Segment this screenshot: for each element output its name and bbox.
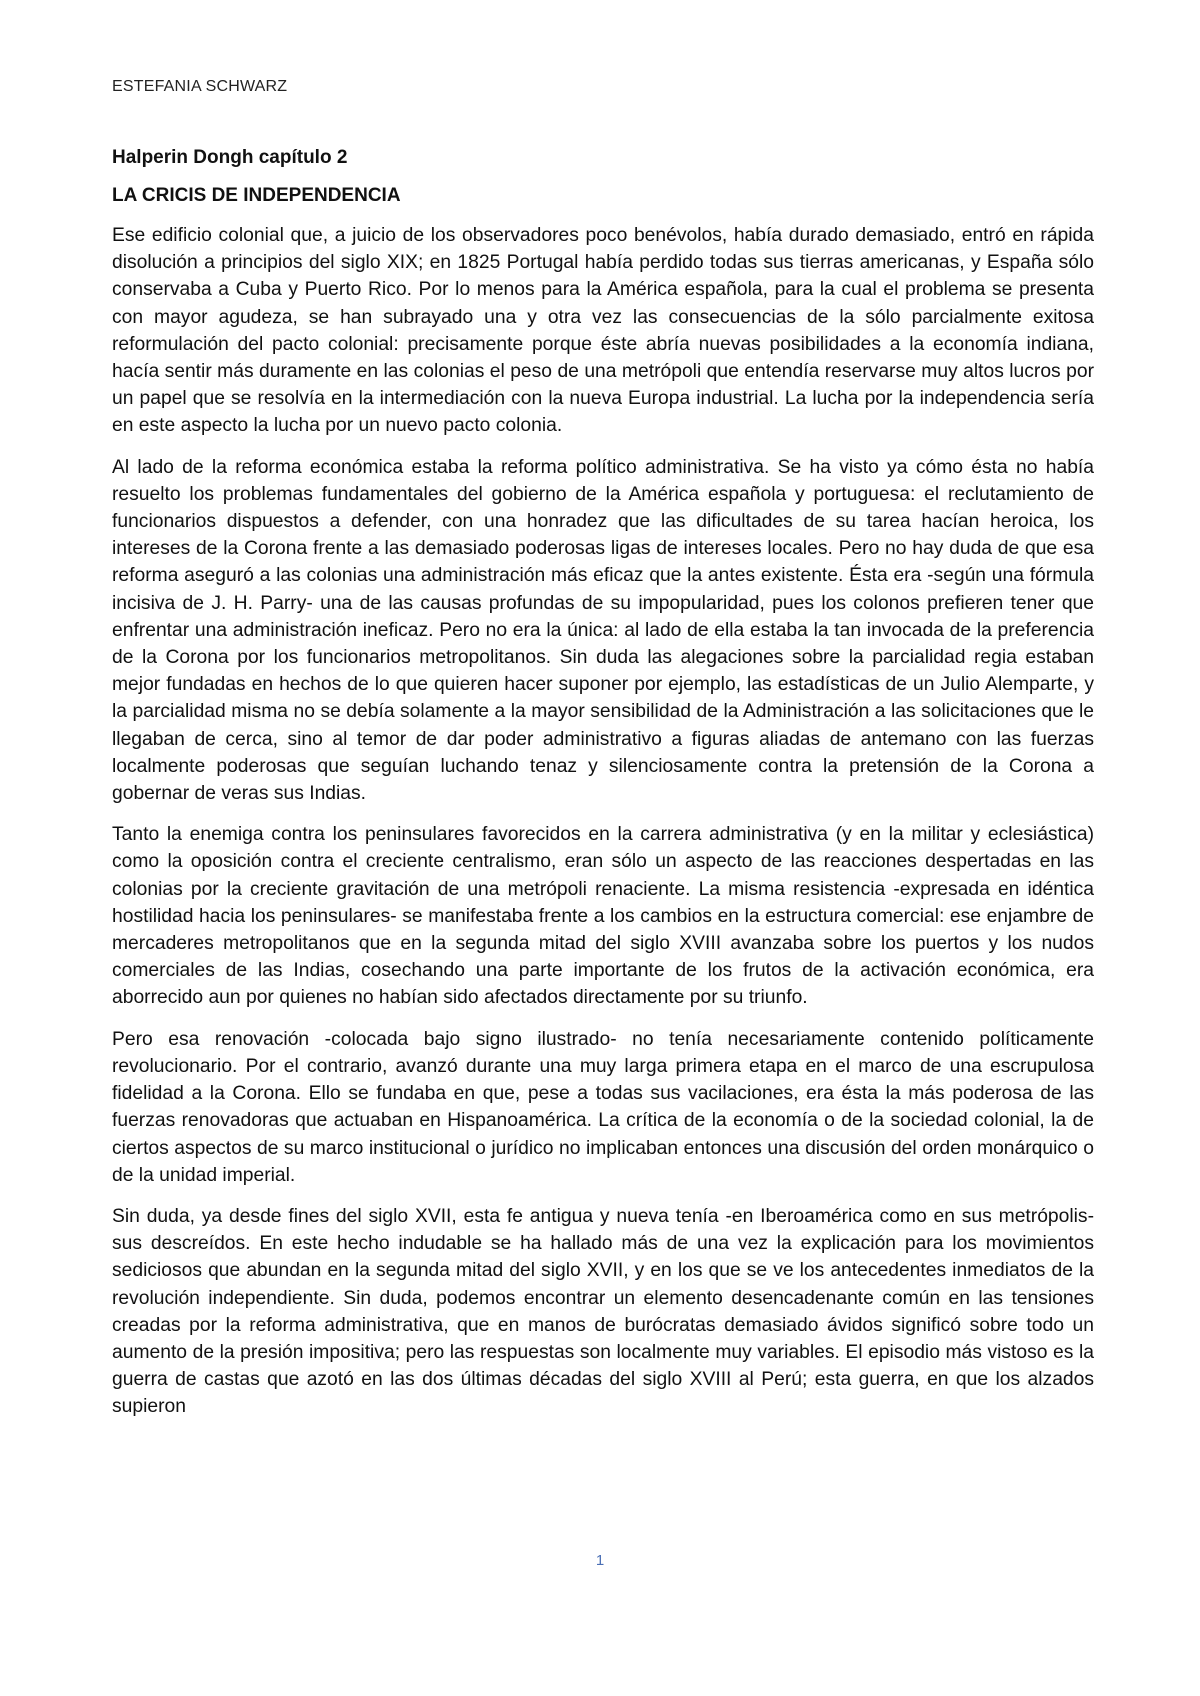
paragraph: Tanto la enemiga contra los peninsulares favorecidos en la carrera administrativa (y en la militar y eclesiástica) como la oposición contra el creciente centralismo, eran sólo un aspecto de las reacciones despertadas en las colonias por la creciente gravitación de una metrópoli renaciente. La misma resistencia -expresada en idéntica hostilidad hacia los peninsulares- se manifestaba frente a los cambios en la estructura comercial: ese enjambre de mercaderes metropolitanos que en la segunda mitad del siglo XVIII avanzaba sobre los puertos y los nudos comerciales de las Indias, cosechando una parte importante de los frutos de la activación económica, era aborrecido aun por quienes no habían sido afectados directamente por su triunfo. <box>112 824 1094 1009</box>
document-body <box>112 146 1094 1435</box>
paragraph: Ese edificio colonial que, a juicio de los observadores poco benévolos, había durado demasiado, entró en rápida disolución a principios del siglo XIX; en 1825 Portugal había perdido todas sus tierras americanas, y España sólo conservaba a Cuba y Puerto Rico. Por lo menos para la América española, para la cual el problema se presenta con mayor agudeza, se han subrayado una y otra vez las consecuencias de la sólo parcialmente exitosa reformulación del pacto colonial: precisamente porque éste abría nuevas posibilidades a la economía indiana, hacía sentir más duramente en las colonias el peso de una metrópoli que entendía reservarse muy altos lucros por un papel que se resolvía en la intermediación con la nueva Europa industrial. La lucha por la independencia sería en este aspecto la lucha por un nuevo pacto colonia. <box>112 225 1094 437</box>
paragraph: Al lado de la reforma económica estaba la reforma político administrativa. Se ha visto ya cómo ésta no había resuelto los problemas fundamentales del gobierno de la América española y portuguesa: el reclutamiento de funcionarios dispuestos a defender, con una honradez que las dificultades de su tarea hacían heroica, los intereses de la Corona frente a las demasiado poderosas ligas de intereses locales. Pero no hay duda de que esa reforma aseguró a las colonias una administración más eficaz que la antes existente. Ésta era -según una fórmula incisiva de J. H. Parry- una de las causas profundas de su impopularidad, pues los colonos prefieren tener que enfrentar una administración ineficaz. Pero no era la única: al lado de ella estaba la tan invocada de la preferencia de la Corona por los funcionarios metropolitanos. Sin duda las alegaciones sobre la parcialidad regia estaban mejor fundadas en hechos de lo que quieren hacer suponer por ejemplo, las estadísticas de un Julio Alemparte, y la parcialidad misma no se debía solamente a la mayor sensibilidad de la Administración a las solicitaciones que le llegaban de cerca, sino al temor de dar poder administrativo a figuras aliadas de antemano con las fuerzas localmente poderosas que seguían luchando tenaz y silenciosamente contra la pretensión de la Corona a gobernar de veras sus Indias. <box>112 456 1094 805</box>
paragraph: Sin duda, ya desde fines del siglo XVII, esta fe antigua y nueva tenía -en Iberoamérica como en sus metrópolis- sus descreídos. En este hecho indudable se ha hallado más de una vez la explicación para los movimientos sediciosos que abundan en la segunda mitad del siglo XVII, y en los que se ve los antecedentes inmediatos de la revolución independiente. Sin duda, podemos encontrar un elemento desencadenante común en las tensiones creadas por la reforma administrativa, que en manos de burócratas demasiado ávidos significó sobre todo un aumento de la presión impositiva; pero las respuestas son localmente muy variables. El episodio más vistoso es la guerra de castas que azotó en las dos últimas décadas del siglo XVIII al Perú; esta guerra, en que los alzados supieron <box>112 1205 1094 1418</box>
paragraph: Pero esa renovación -colocada bajo signo ilustrado- no tenía necesariamente contenido políticamente revolucionario. Por el contrario, avanzó durante una muy larga primera etapa en el marco de una escrupulosa fidelidad a la Corona. Ello se fundaba en que, pese a todas sus vacilaciones, era ésta la más poderosa de las fuerzas renovadoras que actuaban en Hispanoamérica. La crítica de la economía o de la sociedad colonial, la de ciertos aspectos de su marco institucional o jurídico no implicaban entonces una discusión del orden monárquico o de la unidad imperial. <box>112 1028 1094 1186</box>
chapter-heading: LA CRICIS DE INDEPENDENCIA <box>112 185 401 206</box>
running-header-author: ESTEFANIA SCHWARZ <box>112 78 288 95</box>
document-title: Halperin Dongh capítulo 2 <box>112 147 348 168</box>
page-number: 1 <box>595 1552 605 1569</box>
